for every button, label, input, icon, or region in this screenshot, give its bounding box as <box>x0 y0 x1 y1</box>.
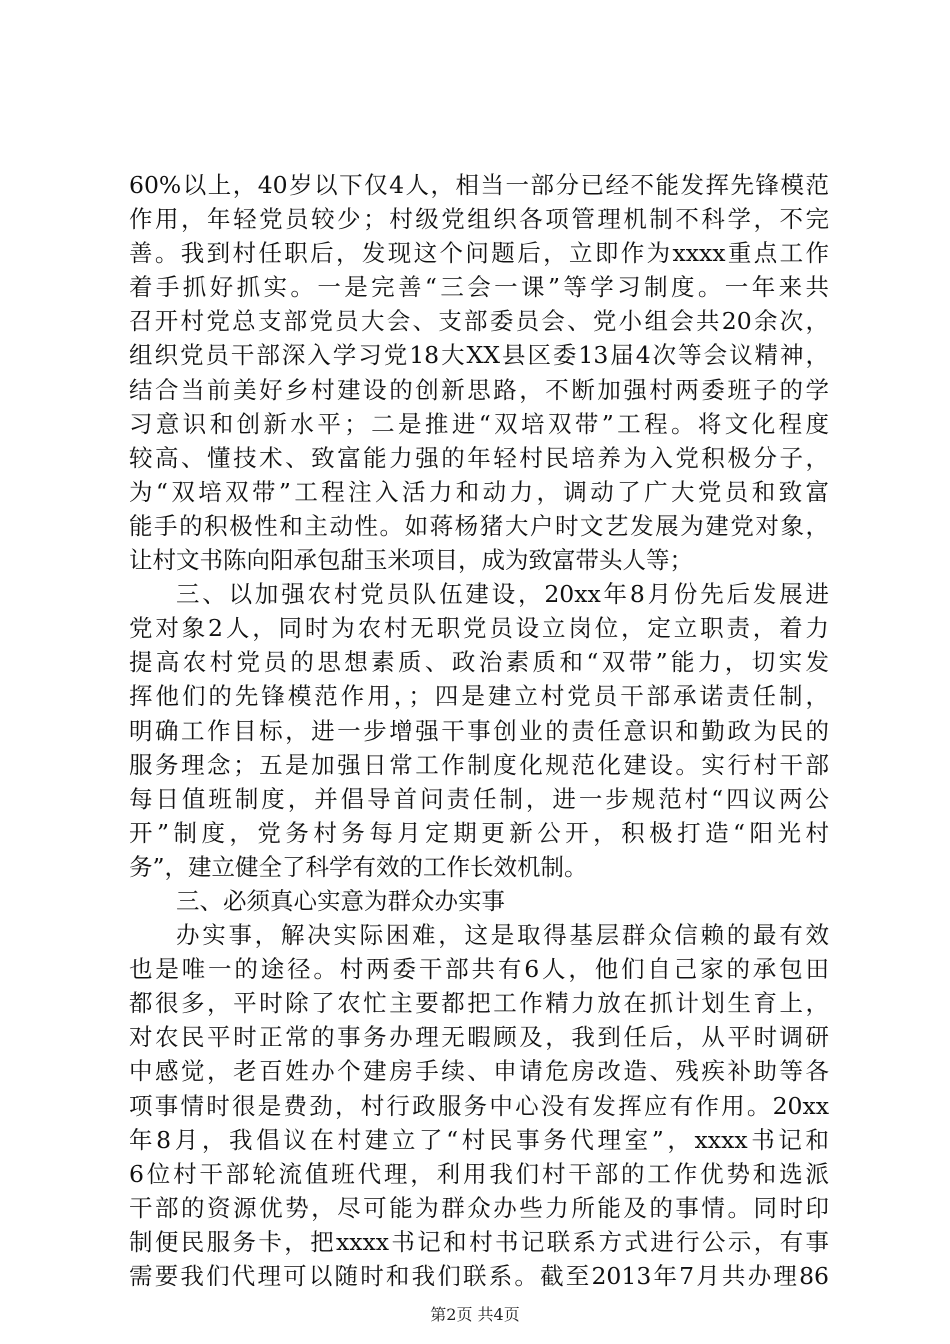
text-line: 结合当前美好乡村建设的创新思路，不断加强村两委班子的学 <box>129 375 829 404</box>
text-line: 对农民平时正常的事务办理无暇顾及，我到任后，从平时调研 <box>129 1023 829 1052</box>
text-line: 务”，建立健全了科学有效的工作长效机制。 <box>129 852 588 881</box>
text-line: 能手的积极性和主动性。如蒋杨猪大户时文艺发展为建党对象， <box>129 511 829 540</box>
text-line: 三、必须真心实意为群众办实事 <box>176 886 505 915</box>
text-line: 每日值班制度，并倡导首问责任制，进一步规范村“四议两公 <box>129 784 829 813</box>
text-line: 都很多，平时除了农忙主要都把工作精力放在抓计划生育上， <box>129 989 829 1018</box>
text-line: 60%以上，40岁以下仅4人，相当一部分已经不能发挥先锋模范 <box>129 171 829 199</box>
text-line: 较高、懂技术、致富能力强的年轻村民培养为入党积极分子， <box>129 443 829 472</box>
text-line: 习意识和创新水平；二是推进“双培双带”工程。将文化程度 <box>129 409 829 438</box>
text-line: 制便民服务卡，把xxxx书记和村书记联系方式进行公示，有事 <box>129 1227 829 1256</box>
text-line: 组织党员干部深入学习党18大XX县区委13届4次等会议精神， <box>129 341 829 370</box>
text-line: 中感觉，老百姓办个建房手续、申请危房改造、残疾补助等各 <box>129 1057 829 1086</box>
text-line: 挥他们的先锋模范作用，；四是建立村党员干部承诺责任制， <box>129 682 829 711</box>
text-line: 6位村干部轮流值班代理，利用我们村干部的工作优势和选派 <box>129 1159 829 1188</box>
text-line: 开”制度，党务村务每月定期更新公开，积极打造“阳光村 <box>129 818 829 847</box>
text-line: 提高农村党员的思想素质、政治素质和“双带”能力，切实发 <box>129 648 829 677</box>
text-line: 服务理念；五是加强日常工作制度化规范化建设。实行村干部 <box>129 750 829 779</box>
text-line: 需要我们代理可以随时和我们联系。截至2013年7月共办理86 <box>129 1262 829 1290</box>
text-line: 善。我到村任职后，发现这个问题后，立即作为xxxx重点工作 <box>129 239 829 268</box>
text-line: 也是唯一的途径。村两委干部共有6人，他们自己家的承包田 <box>129 955 829 984</box>
page-footer: 第2页 共4页 <box>430 1305 520 1324</box>
text-line: 召开村党总支部党员大会、支部委员会、党小组会共20余次， <box>129 307 829 336</box>
text-line: 年8月，我倡议在村建立了“村民事务代理室”，xxxx书记和 <box>129 1125 829 1154</box>
text-line: 着手抓好抓实。一是完善“三会一课”等学习制度。一年来共 <box>129 273 829 302</box>
text-line: 三、以加强农村党员队伍建设，20xx年8月份先后发展进 <box>176 580 829 609</box>
text-line: 让村文书陈向阳承包甜玉米项目，成为致富带头人等； <box>129 546 693 575</box>
text-line: 党对象2人，同时为农村无职党员设立岗位，定立职责，着力 <box>129 614 829 643</box>
document-body <box>129 168 829 1293</box>
text-line: 项事情时很是费劲，村行政服务中心没有发挥应有作用。20xx <box>129 1091 829 1120</box>
text-line: 作用，年轻党员较少；村级党组织各项管理机制不科学，不完 <box>129 205 829 234</box>
text-line: 办实事，解决实际困难，这是取得基层群众信赖的最有效 <box>176 921 829 950</box>
text-line: 为“双培双带”工程注入活力和动力，调动了广大党员和致富 <box>129 477 829 506</box>
text-line: 干部的资源优势，尽可能为群众办些力所能及的事情。同时印 <box>129 1193 829 1222</box>
text-line: 明确工作目标，进一步增强干事创业的责任意识和勤政为民的 <box>129 716 829 745</box>
